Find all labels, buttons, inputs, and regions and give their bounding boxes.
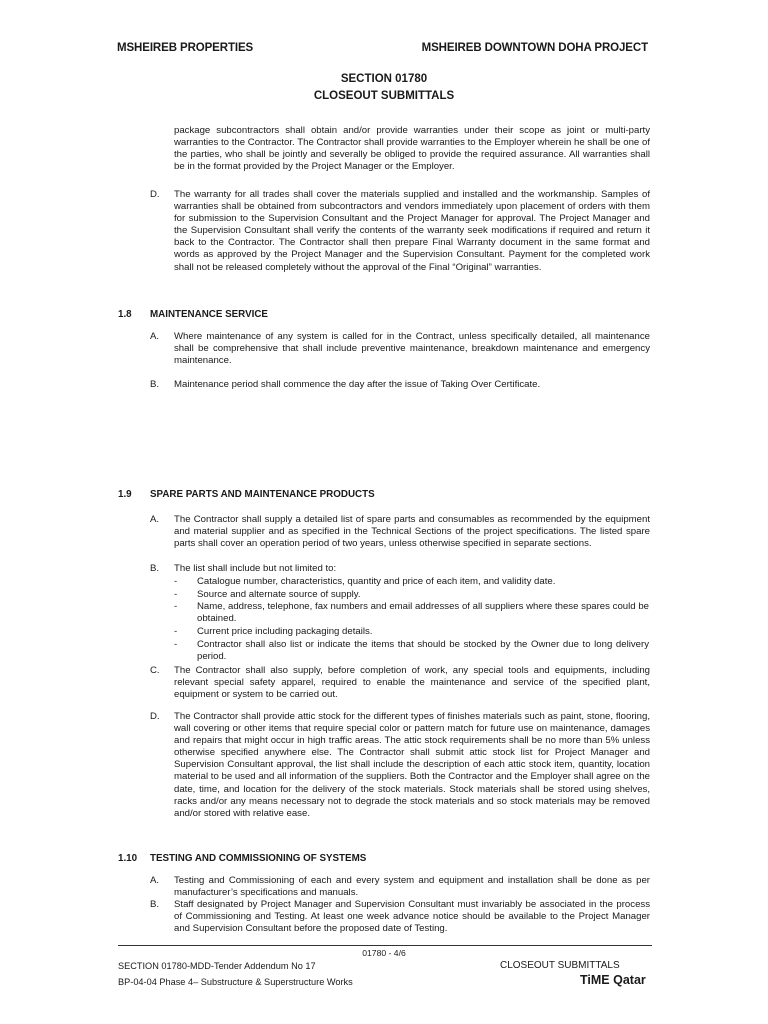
item-letter: B. (150, 899, 160, 910)
header-client: MSHEIREB PROPERTIES (117, 42, 254, 54)
footer-company-logo: TiME Qatar (580, 973, 646, 987)
list-dash: - (174, 576, 178, 587)
spare-parts-item-d: The Contractor shall provide attic stock for the different types of finishes materials such as paint, stone, flooring, wall covering or other items that require special color or pattern match for future use on maintenance, damages and repairs that might occur in high traffic areas. The attic stock requirements shall be no more than 5% unless otherwise specified anywhere else. The Contractor shall submit attic stock list for Project Manager and Supervision Consultant approval, the list shall include the description of each attic stock item, quantity, location material to be used and all information of the suppliers. Both the Contractor and the Employer shall agree on the date, time, and location for the delivery of the stock materials. Stock materials shall be stored using shelves, racks and/or any means necessary not to degrade the stock materials and so stock materials may be removed and/or stored with relative ease. (174, 711, 650, 819)
list-item: Current price including packaging details. (197, 626, 373, 637)
section-1-8-number: 1.8 (118, 309, 132, 320)
list-dash: - (174, 601, 178, 612)
section-1-10-heading: TESTING AND COMMISSIONING OF SYSTEMS (150, 853, 367, 864)
list-item: Source and alternate source of supply. (197, 589, 361, 600)
testing-item-b: Staff designated by Project Manager and Supervision Consultant must invariably be associated in the process of Commissioning and Testing. At least one week advance notice should be available to the Project Manager and Supervision Consultant before the proposed date of Testing. (174, 899, 650, 935)
maintenance-item-b: Maintenance period shall commence the day after the issue of Taking Over Certificate. (174, 379, 541, 390)
item-letter: A. (150, 514, 160, 525)
warranty-paragraph: The warranty for all trades shall cover the materials supplied and installed and the workmanship. Samples of warranties shall be obtained from subcontractors and vendors immediately upon placement of orders with them for submission to the Supervision Consultant and the Project Manager for approval. The Project Manager and the Supervision Consultant shall verify the contents of the warranty seek modifications if required and return it back to the Contractor. The Contractor shall then prepare Final Warranty document in the same format and words as approved by the Project Manager and the Supervision Consultant. Payment for the completed work shall not be released completely without the approval of the Final “Original” warranties. (174, 189, 650, 273)
spare-parts-item-c: The Contractor shall also supply, before completion of work, any special tools and equipments, including relevant special safety apparel, required to enable the maintenance and service of the specified plant, equipment or system to be carried out. (174, 665, 650, 701)
spare-parts-item-a: The Contractor shall supply a detailed list of spare parts and consumables as recommended by the equipment and material supplier and as specified in the Technical Sections of the project specifications. The listed spare parts shall cover an operation period of two years, unless otherwise specified in separate sections. (174, 514, 650, 550)
section-number-title: SECTION 01780 (340, 73, 428, 85)
footer-section-ref: SECTION 01780-MDD-Tender Addendum No 17 (118, 961, 316, 971)
item-letter: C. (150, 665, 160, 676)
footer-section-name: CLOSEOUT SUBMITTALS (500, 960, 620, 971)
section-1-10-number: 1.10 (118, 853, 138, 864)
maintenance-item-a: Where maintenance of any system is called for in the Contract, unless specifically detailed, all maintenance shall be comprehensive that shall include preventive maintenance, breakdown maintenance and emergency maintenance. (174, 331, 650, 367)
list-item: Contractor shall also list or indicate the items that should be stocked by the Owner due to long delivery period. (197, 639, 649, 663)
testing-item-a: Testing and Commissioning of each and every system and equipment and installation shall be done as per manufacturer’s specifications and manuals. (174, 875, 650, 899)
section-1-9-heading: SPARE PARTS AND MAINTENANCE PRODUCTS (150, 489, 375, 500)
list-item: Name, address, telephone, fax numbers and email addresses of all suppliers where these spares could be obtained. (197, 601, 649, 625)
item-letter: B. (150, 563, 160, 574)
list-dash: - (174, 626, 178, 637)
item-letter: D. (150, 711, 160, 722)
item-letter: D. (150, 189, 160, 200)
item-letter: A. (150, 331, 160, 342)
list-item: Catalogue number, characteristics, quantity and price of each item, and validity date. (197, 576, 556, 587)
header-project: MSHEIREB DOWNTOWN DOHA PROJECT (421, 42, 648, 54)
section-1-8-heading: MAINTENANCE SERVICE (150, 309, 268, 320)
spare-parts-item-b: The list shall include but not limited to: (174, 563, 337, 574)
footer-divider (118, 945, 652, 946)
list-dash: - (174, 639, 178, 650)
list-dash: - (174, 589, 178, 600)
section-1-9-number: 1.9 (118, 489, 132, 500)
footer-page-number: 01780 - 4/6 (362, 948, 406, 958)
section-name-title: CLOSEOUT SUBMITTALS (313, 90, 455, 102)
intro-paragraph: package subcontractors shall obtain and/or provide warranties under their scope as joint or multi-party warranties to the Contractor. The Contractor shall provide warranties to the Employer wherein he shall be one of the parties, who shall be jointly and severally be obliged to provide the required assurance. All warranties shall be in the format provided by the Project Manager or the Employer. (174, 125, 650, 173)
footer-package-ref: BP-04-04 Phase 4– Substructure & Superstructure Works (118, 977, 353, 987)
item-letter: B. (150, 379, 160, 390)
item-letter: A. (150, 875, 160, 886)
